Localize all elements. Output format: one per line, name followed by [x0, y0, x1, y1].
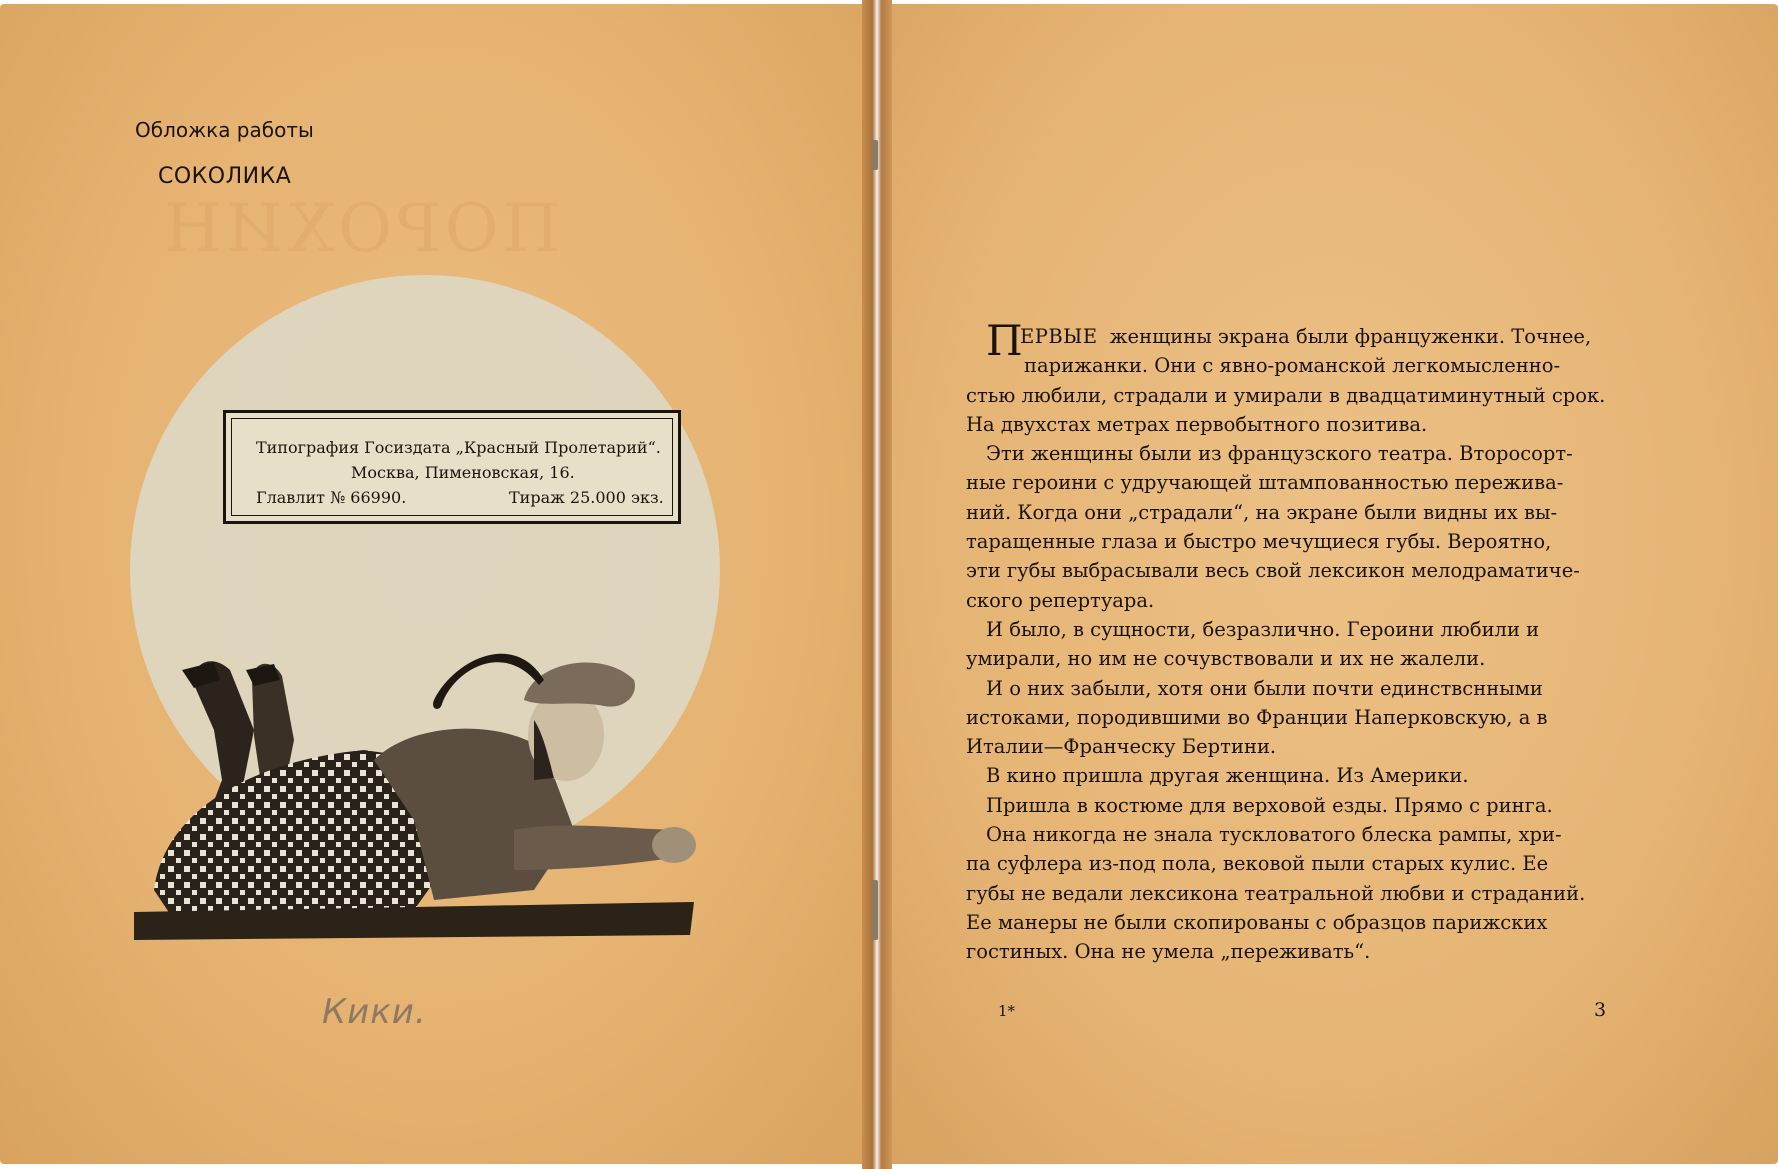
- text-line: [966, 820, 1600, 849]
- text-line-content: женщины экрана были француженки. Точнее,: [1109, 325, 1592, 348]
- staple-bottom: [872, 880, 878, 940]
- reclining-woman-photo: [134, 640, 774, 960]
- staple-top: [872, 140, 878, 170]
- page-number: 3: [1594, 999, 1607, 1021]
- bleed-through-text: ПОРОХИН: [160, 190, 561, 267]
- text-line-content: умирали, но им не сочувствовали и их не жалели.: [966, 647, 1486, 671]
- text-line-content: ний. Когда они „страдали“, на экране были видны их вы-: [966, 500, 1558, 524]
- text-line-content: Пришла в костюме для верховой езды. Прямо с ринга.: [986, 793, 1553, 817]
- text-line-content: таращенные глаза и быстро мечущиеся губы. Вероятно,: [966, 530, 1552, 554]
- text-line-content: ные героини с удручающей штампованностью пережива-: [966, 471, 1564, 495]
- text-line-content: парижанки. Они с явно-романской легкомысленно-: [1024, 354, 1561, 378]
- text-line: [966, 908, 1600, 937]
- first-word: ЕРВЫЕ: [1020, 325, 1098, 348]
- imprint-printer: Типография Госиздата „Красный Пролетарий“.: [256, 438, 661, 457]
- text-line: [966, 674, 1600, 703]
- body-text: [966, 316, 1606, 967]
- text-line-content: И было, в сущности, безразлично. Героини любили и: [986, 617, 1540, 641]
- text-line: [966, 615, 1600, 644]
- text-line: [966, 732, 1600, 761]
- text-line: [966, 849, 1600, 878]
- signature-mark: 1*: [998, 1002, 1016, 1020]
- book-gutter: [862, 0, 892, 1169]
- text-line-content: губы не ведали лексикона театральной любви и страданий.: [966, 881, 1586, 905]
- text-line: [966, 761, 1600, 790]
- text-line: [966, 439, 1600, 468]
- text-line-content: На двухстах метрах первобытного позитива.: [966, 412, 1428, 436]
- text-line: [966, 556, 1600, 585]
- text-line: [966, 322, 1600, 351]
- text-line-content: И о них забыли, хотя они были почти единствснными: [986, 676, 1543, 700]
- imprint-box: [223, 410, 681, 524]
- drop-cap: П: [986, 316, 1023, 365]
- text-line: [966, 791, 1600, 820]
- text-line: [966, 381, 1606, 410]
- text-line: [966, 703, 1600, 732]
- text-line-content: стью любили, страдали и умирали в двадцатиминутный срок.: [966, 383, 1606, 407]
- imprint-glavlit: Главлит № 66990.: [256, 488, 407, 507]
- text-line-content: Ее манеры не были скопированы с образцов парижских: [966, 910, 1548, 934]
- text-line-content: В кино пришла другая женщина. Из Америки.: [986, 764, 1469, 788]
- text-line-content: истоками, породившими во Франции Наперковскую, а в: [966, 705, 1548, 729]
- text-line: [966, 410, 1600, 439]
- imprint-address: Москва, Пименовская, 16.: [351, 463, 575, 482]
- text-line: [966, 351, 1600, 380]
- text-line-content: Она никогда не знала тускловатого блеска рампы, хри-: [986, 823, 1562, 847]
- text-line-content: Эти женщины были из французского театра. Второсорт-: [986, 442, 1573, 466]
- text-line: [966, 937, 1600, 966]
- text-line: [966, 527, 1600, 556]
- text-line: [966, 644, 1600, 673]
- cover-credit: Обложка работы: [135, 118, 314, 142]
- text-line-content: эти губы выбрасывали весь свой лексикон мелодраматиче-: [966, 559, 1580, 583]
- text-line-content: ского репертуара.: [966, 588, 1155, 612]
- cover-artist: СОКОЛИКА: [158, 164, 292, 189]
- imprint-print-run: Тираж 25.000 экз.: [509, 488, 664, 507]
- text-line-content: Италии—Франческу Бертини.: [966, 735, 1277, 759]
- text-line: [966, 586, 1600, 615]
- text-line: [966, 498, 1600, 527]
- text-line-content: гостиных. Она не умела „переживать“.: [966, 940, 1371, 964]
- text-line: [966, 879, 1600, 908]
- text-line: [966, 468, 1600, 497]
- pencil-annotation: Кики.: [322, 992, 427, 1032]
- text-line-content: па суфлера из-под пола, вековой пыли старых кулис. Ее: [966, 852, 1549, 876]
